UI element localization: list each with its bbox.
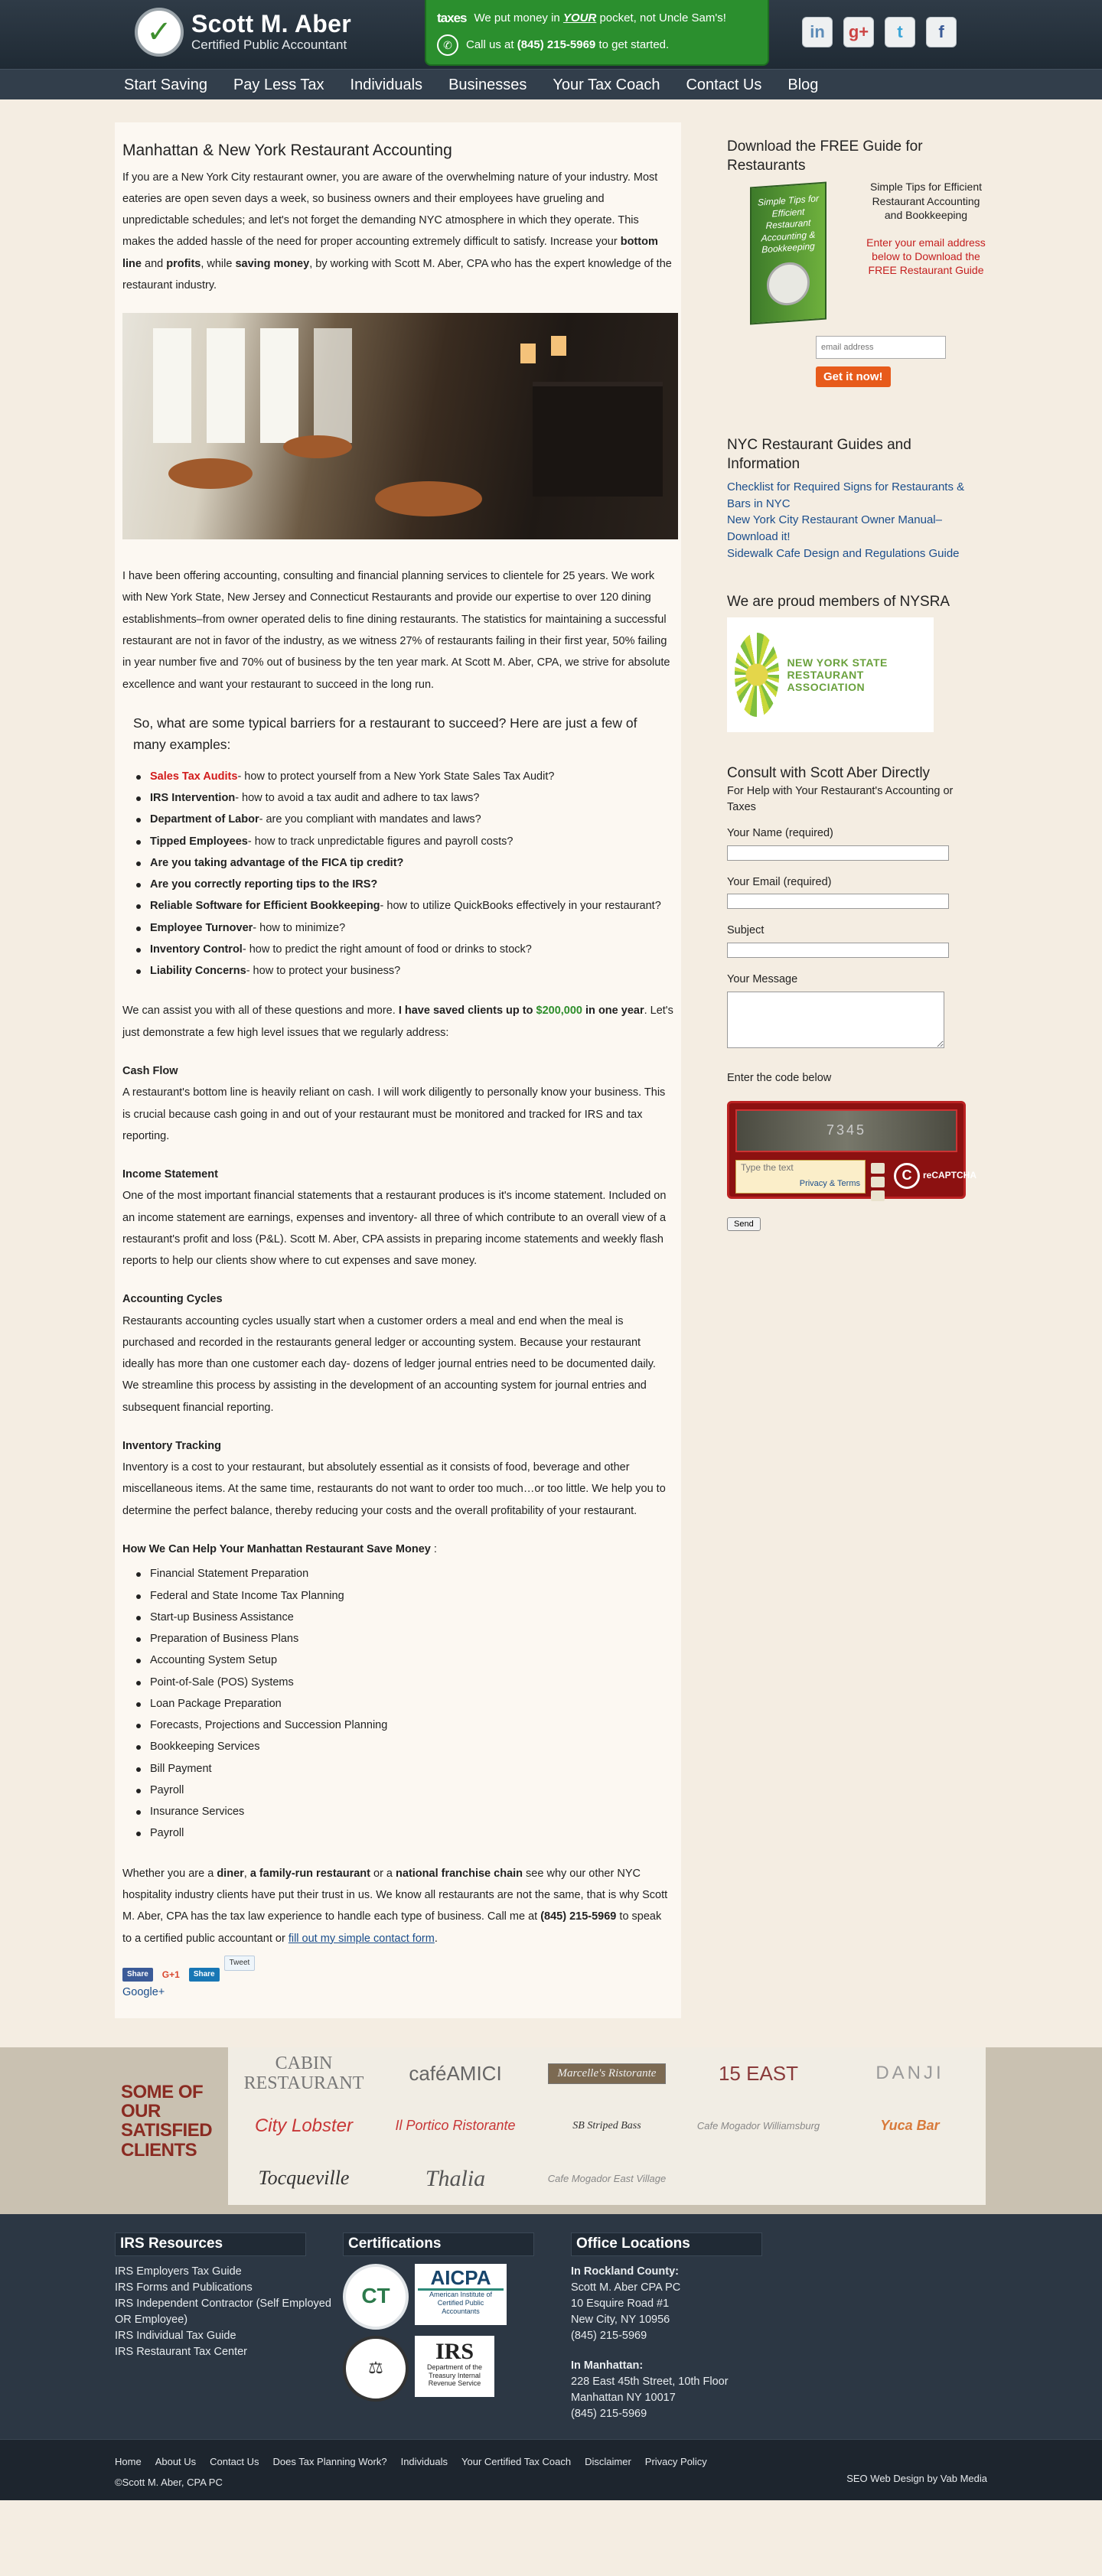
office-locations [571, 2232, 799, 2422]
google-plus-link[interactable]: Google+ [122, 1985, 165, 1998]
manhattan-address-line: 228 East 45th Street, 10th Floor [571, 2375, 729, 2388]
nav-pay-less-tax[interactable]: Pay Less Tax [233, 77, 324, 93]
send-button[interactable]: Send [727, 1217, 761, 1231]
captcha-audio-icon[interactable] [871, 1177, 885, 1187]
google-plus-icon[interactable]: g+ [843, 17, 874, 47]
promo-tagline: We put money in YOUR pocket, not Uncle Sam's! [474, 11, 726, 24]
aicpa-badge: AICPA American Institute of Certified Public Accountants [415, 2264, 507, 2325]
service-item: Bookkeeping Services [135, 1736, 673, 1757]
rockland-address-line: New City, NY 10956 [571, 2313, 670, 2326]
service-item: Payroll [135, 1822, 673, 1844]
section-heading: Cash Flow [122, 1064, 178, 1077]
services-list [135, 1563, 673, 1844]
site-logo[interactable] [135, 8, 351, 57]
service-item: Forecasts, Projections and Succession Planning [135, 1715, 673, 1736]
client-logo: caféAMICI [409, 2062, 502, 2086]
get-it-now-button[interactable]: Get it now! [816, 366, 891, 387]
promo-phone[interactable]: (845) 215-5969 [517, 38, 596, 52]
state-seal-badge: ⚖ [343, 2336, 409, 2402]
service-item: Insurance Services [135, 1801, 673, 1822]
restaurant-interior-photo [122, 313, 678, 539]
consult-form [727, 764, 980, 1234]
phone-icon: ✆ [437, 34, 458, 56]
certifications-title: Certifications [343, 2232, 534, 2256]
client-logo: Cafe Mogador Williamsburg [696, 2119, 820, 2131]
captcha-refresh-icon[interactable] [871, 1163, 885, 1174]
manhattan-phone: (845) 215-5969 [571, 2407, 647, 2420]
captcha-label: Enter the code below [727, 1071, 832, 1084]
rockland-address-line: Scott M. Aber CPA PC [571, 2281, 681, 2294]
nav-blog[interactable]: Blog [787, 77, 819, 93]
message-label: Your Message [727, 972, 798, 985]
certified-tax-coach-badge: CT [343, 2264, 409, 2330]
client-logo: 15 EAST [718, 2062, 799, 2086]
tweet-button[interactable]: Tweet [224, 1956, 256, 1971]
irs-resources [115, 2232, 343, 2422]
main-nav [0, 69, 1102, 99]
clients-logos [228, 2047, 986, 2205]
google-plus-one-button[interactable]: G+1 [161, 1969, 180, 1980]
intro-paragraph: If you are a New York City restaurant owner, you are aware of the overwhelming nature of your industry. Most eateries are open seven days a week, so business owners and their employees have grueling and unpredictable schedules; and let's not forget the demanding NYC atmosphere in which they operate. This makes the added hassle of the need for proper accounting extremely difficult to satisfy. Increase your bottom line and profits, while saving money, by working with Scott M. Aber, CPA who has the expert knowledge of the restaurant industry. [122, 171, 672, 291]
irs-link[interactable]: IRS Independent Contractor (Self Employed OR Employee) [115, 2297, 331, 2326]
office-locations-title: Office Locations [571, 2232, 762, 2256]
subject-field[interactable] [727, 943, 949, 958]
footer-link-tax-planning[interactable]: Does Tax Planning Work? [272, 2455, 387, 2467]
promo-banner [425, 0, 769, 66]
nav-tax-coach[interactable]: Your Tax Coach [553, 77, 660, 93]
guide-title: Download the FREE Guide for Restaurants [727, 138, 923, 174]
clients-label: SOME OF OUR SATISFIED CLIENTS [115, 2047, 228, 2214]
guide-link-owner-manual[interactable]: New York City Restaurant Owner Manual–Download it! [727, 513, 942, 543]
barrier-item: Department of Labor- are you compliant with mandates and laws? [135, 809, 673, 830]
linkedin-share-button[interactable]: Share [189, 1968, 220, 1982]
service-item: Financial Statement Preparation [135, 1563, 673, 1584]
rockland-phone: (845) 215-5969 [571, 2329, 647, 2342]
certifications [343, 2232, 571, 2422]
copyright: ©Scott M. Aber, CPA PC [115, 2477, 223, 2489]
barrier-item: IRS Intervention- how to avoid a tax audit and adhere to tax laws? [135, 787, 673, 809]
site-header [0, 0, 1102, 69]
design-credit-link[interactable]: SEO Web Design by Vab Media [846, 2472, 987, 2484]
client-logo: Marcelle's Ristorante [548, 2063, 667, 2084]
logo-subtitle: Certified Public Accountant [191, 37, 347, 52]
nysra-badge[interactable]: NEW YORK STATE RESTAURANT ASSOCIATION [727, 617, 934, 732]
bottom-bar [0, 2439, 1102, 2500]
barriers-callout: So, what are some typical barriers for a restaurant to succeed? Here are just a few of many examples: [133, 715, 637, 752]
experience-paragraph: I have been offering accounting, consulting and financial planning services to clientele for 25 years. We work with New York State, New Jersey and Connecticut Restaurants and provide our expertise to over 120 dining establishments–from owner operated delis to fine dining restaurants. The statistics for maintaining a successful restaurant are not in favor of the industry, as we witness 27% of restaurants failing in their first year, 50% failing in year number five and 70% out of business by the ten year mark. At Scott M. Aber, CPA, we strive for absolute excellence and want your restaurant to succeed in the long run. [122, 570, 670, 691]
section-body: Restaurants accounting cycles usually start when a customer orders a meal and end when the meal is purchased and recorded in the restaurants general ledger or accounting system. Because your restaurant ideally has more than one customer each day- dozens of ledger journal entries need to be documented daily. We streamline this process by assisting in the development of an accounting system for journal entries and subsequent financial reporting. [122, 1314, 656, 1414]
manhattan-address-line: Manhattan NY 10017 [571, 2391, 676, 2404]
captcha-image: 7345 [735, 1109, 957, 1152]
service-item: Federal and State Income Tax Planning [135, 1585, 673, 1607]
nysra-section [727, 593, 980, 733]
captcha-input[interactable]: Type the text Privacy & Terms [735, 1160, 866, 1194]
guide-book-cover[interactable]: Simple Tips for Efficient Restaurant Accounting & Bookkeeping [750, 182, 826, 325]
client-logo: City Lobster [254, 2115, 354, 2136]
client-logo: DANJI [875, 2063, 944, 2084]
footer-link-privacy[interactable]: Privacy Policy [644, 2455, 707, 2467]
social-links [802, 17, 957, 47]
guides-title: NYC Restaurant Guides and Information [727, 437, 911, 473]
closing-phone[interactable]: (845) 215-5969 [540, 1910, 617, 1923]
name-label: Your Name (required) [727, 826, 833, 839]
barrier-item: Are you taking advantage of the FICA tip credit? [135, 852, 673, 874]
client-logo: Yuca Bar [880, 2118, 940, 2134]
guide-promo [727, 180, 986, 325]
contact-form-link[interactable]: fill out my simple contact form [288, 1932, 435, 1945]
guides-section [727, 436, 980, 562]
closing-paragraph: Whether you are a diner, a family-run restaurant or a national franchise chain see why our other NYC hospitality industry clients have put their trust in us. We know all restaurants are not the same, that is why Scott M. Aber, CPA has the tax law experience to handle each type of business. Call me at (845) 215-5969 to speak to a certified public accountant or fill out my simple contact form. [122, 1867, 668, 1945]
service-item: Bill Payment [135, 1758, 673, 1780]
client-logo: SB Striped Bass [572, 2120, 641, 2132]
barrier-item: Employee Turnover- how to minimize? [135, 917, 673, 939]
page-title: Manhattan & New York Restaurant Accounting [122, 142, 452, 159]
client-logo: Tocqueville [258, 2167, 350, 2190]
guide-link-sidewalk-cafe[interactable]: Sidewalk Cafe Design and Regulations Guide [727, 546, 960, 560]
sidebar [727, 122, 986, 2018]
taxes-icon: taxes [437, 11, 467, 25]
service-item: Payroll [135, 1780, 673, 1801]
section-heading: Income Statement [122, 1168, 218, 1181]
service-item: Loan Package Preparation [135, 1693, 673, 1715]
facebook-icon[interactable]: f [926, 17, 957, 47]
nav-start-saving[interactable]: Start Saving [124, 77, 207, 93]
nav-businesses[interactable]: Businesses [448, 77, 527, 93]
client-logo: CABIN RESTAURANT [243, 2053, 364, 2094]
manhattan-heading: In Manhattan: [571, 2359, 644, 2372]
main-content [115, 122, 681, 2018]
barrier-item: Inventory Control- how to predict the right amount of food or drinks to stock? [135, 939, 673, 960]
irs-link[interactable]: IRS Restaurant Tax Center [115, 2345, 248, 2358]
service-item: Accounting System Setup [135, 1649, 673, 1671]
guide-optin-form [816, 336, 980, 387]
plate-icon [767, 261, 810, 307]
email-label: Your Email (required) [727, 875, 832, 888]
barriers-list [135, 766, 673, 982]
checkmark-icon: ✓ [135, 8, 184, 57]
assist-paragraph: We can assist you with all of these questions and more. I have saved clients up to $200,000 in one year. Let's just demonstrate a few high level issues that we regularly address: [122, 1005, 673, 1039]
guide-link-signs[interactable]: Checklist for Required Signs for Restaurants & Bars in NYC [727, 480, 965, 510]
captcha-privacy-link[interactable]: Privacy & Terms [799, 1179, 860, 1189]
section-body: Inventory is a cost to your restaurant, but absolutely essential as it consists of food, beverage and other miscellaneous items. At the same time, restaurants do not want to order too much…or too little. We help you to determine the perfect balance, thereby reducing your costs and the overall profitability of your restaurant. [122, 1461, 666, 1517]
site-footer [0, 2214, 1102, 2439]
footer-link-contact[interactable]: Contact Us [210, 2455, 259, 2467]
barrier-item: Liability Concerns- how to protect your business? [135, 960, 673, 982]
rockland-heading: In Rockland County: [571, 2265, 679, 2278]
nysra-title: We are proud members of NYSRA [727, 593, 950, 610]
footer-link-home[interactable]: Home [115, 2455, 142, 2467]
share-buttons [122, 1958, 673, 1982]
irs-badge: IRS Department of the Treasury Internal Revenue Service [415, 2336, 494, 2397]
irs-link[interactable]: IRS Forms and Publications [115, 2281, 253, 2294]
logo-name: Scott M. Aber [191, 10, 351, 37]
section-heading: Accounting Cycles [122, 1293, 223, 1306]
subject-label: Subject [727, 924, 765, 937]
footer-link-about[interactable]: About Us [155, 2455, 197, 2467]
recaptcha-logo: C reCAPTCHA [894, 1163, 976, 1189]
irs-link[interactable]: IRS Employers Tax Guide [115, 2265, 242, 2278]
consult-subtitle: For Help with Your Restaurant's Accounting or Taxes [727, 784, 954, 813]
irs-resources-title: IRS Resources [115, 2232, 306, 2256]
captcha-help-icon[interactable] [871, 1190, 885, 1201]
section-body: One of the most important financial statements that a restaurant produces is it's income statement. Included on an income statement are earnings, expenses and inventory- all three of which contribute to an overall view of a restaurant's profit and loss (P&L). Scott M. Aber, CPA assists in preparing income statements and weekly flash reports to help our clients show where to cut expenses and save money. [122, 1190, 667, 1268]
barrier-item: Are you correctly reporting tips to the IRS? [135, 874, 673, 895]
service-item: Start-up Business Assistance [135, 1607, 673, 1628]
section-heading: Inventory Tracking [122, 1439, 221, 1452]
footer-link-tax-coach[interactable]: Your Certified Tax Coach [461, 2455, 572, 2467]
footer-link-individuals[interactable]: Individuals [400, 2455, 448, 2467]
guide-description: Simple Tips for Efficient Restaurant Accounting and Bookkeeping [869, 181, 983, 221]
twitter-icon[interactable]: t [885, 17, 915, 47]
guide-instruction: Enter your email address below to Download the FREE Restaurant Guide [866, 236, 986, 277]
rockland-address-line: 10 Esquire Road #1 [571, 2297, 670, 2310]
client-logo: Thalia [425, 2166, 486, 2192]
irs-link[interactable]: IRS Individual Tax Guide [115, 2329, 236, 2342]
captcha-widget [727, 1101, 977, 1199]
promo-call: Call us at (845) 215-5969 to get started. [466, 38, 670, 52]
client-logo: Cafe Mogador East Village [547, 2172, 667, 2184]
consult-title: Consult with Scott Aber Directly [727, 765, 931, 782]
barrier-item: Tipped Employees- how to track unpredictable figures and payroll costs? [135, 831, 673, 852]
nav-individuals[interactable]: Individuals [350, 77, 423, 93]
nav-contact-us[interactable]: Contact Us [686, 77, 762, 93]
clients-band [0, 2047, 1102, 2214]
email-field[interactable] [727, 894, 949, 909]
fork-burst-icon [735, 633, 779, 717]
service-item: Preparation of Business Plans [135, 1628, 673, 1649]
client-logo: Il Portico Ristorante [395, 2118, 516, 2134]
footer-link-disclaimer[interactable]: Disclaimer [585, 2455, 631, 2467]
service-item: Point-of-Sale (POS) Systems [135, 1672, 673, 1693]
barrier-item: Sales Tax Audits- how to protect yourself from a New York State Sales Tax Audit? [135, 766, 673, 787]
guide-email-input[interactable] [816, 336, 946, 359]
message-field[interactable] [727, 992, 944, 1048]
name-field[interactable] [727, 845, 949, 861]
section-body: A restaurant's bottom line is heavily reliant on cash. I will work diligently to personally know your business. This is crucial because cash going in and out of your restaurant must be monitored and tracked for IRS and tax reporting. [122, 1086, 666, 1142]
barrier-item: Reliable Software for Efficient Bookkeeping- how to utilize QuickBooks effectively in your restaurant? [135, 895, 673, 917]
linkedin-icon[interactable]: in [802, 17, 833, 47]
facebook-share-button[interactable]: Share [122, 1968, 153, 1982]
services-heading: How We Can Help Your Manhattan Restaurant Save Money : [122, 1543, 437, 1556]
